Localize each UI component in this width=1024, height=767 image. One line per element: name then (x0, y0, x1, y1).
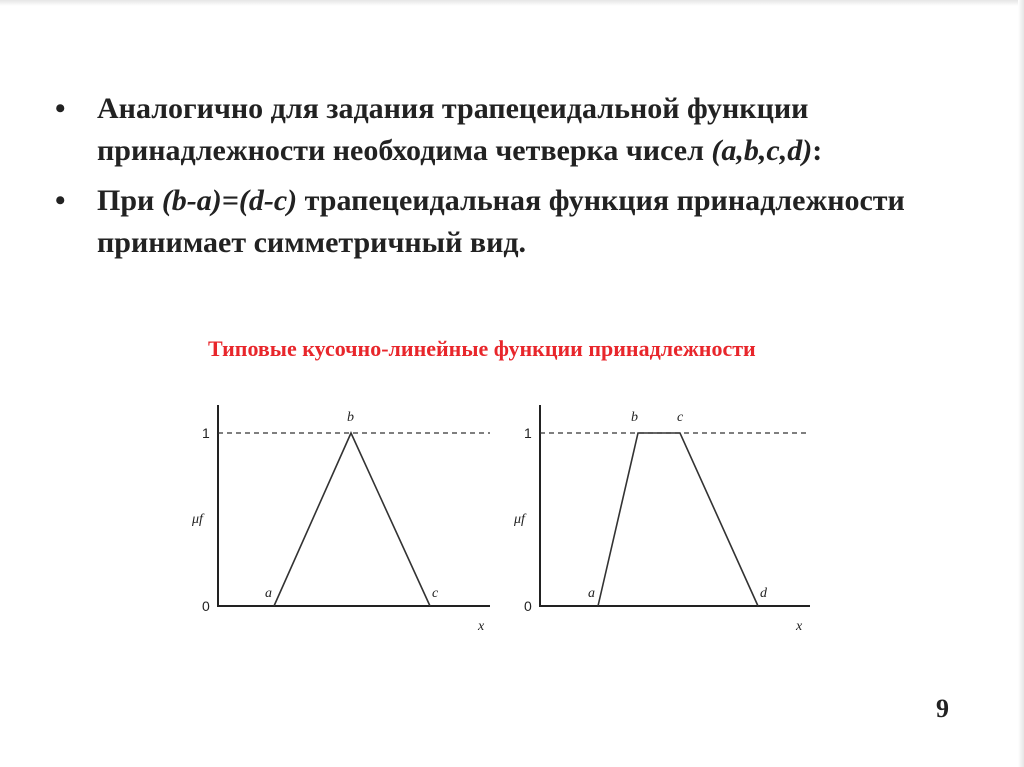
bullet-2-text-before: При (97, 184, 162, 217)
point-label-1-c: c (432, 586, 439, 601)
y-tick-2-one: 1 (524, 425, 532, 441)
chart-triangle (191, 405, 490, 634)
bullet-1-text-after: : (812, 134, 823, 167)
chart-trapezoid (513, 405, 810, 634)
bullet-list (55, 88, 955, 272)
y-tick-1-one: 1 (202, 425, 210, 441)
figure-caption: Типовые кусочно-линейные функции принадлежности (208, 336, 756, 361)
y-tick-2-zero: 0 (524, 598, 532, 614)
x-axis-label-1: x (478, 619, 485, 634)
slide-shadow-top (0, 0, 1024, 6)
y-tick-1-zero: 0 (202, 598, 210, 614)
bullet-2-text-after: трапецеидальная функция принадлежности принимает симметричный вид. (97, 184, 905, 259)
bullet-dot-icon: • (55, 184, 66, 217)
membership-functions-svg (190, 390, 830, 640)
point-label-2-d: d (760, 586, 767, 601)
membership-functions-diagram (190, 390, 830, 645)
bullet-1-italic: (a,b,c,d) (711, 134, 813, 167)
point-label-2-a: a (588, 586, 595, 601)
bullet-item-1 (55, 88, 955, 172)
y-axis-label-2: μf (514, 512, 525, 527)
bullet-dot-icon: • (55, 92, 66, 125)
x-axis-label-2: x (796, 619, 803, 634)
point-label-2-b: b (631, 410, 638, 425)
bullet-1-text-before: Аналогично для задания трапецеидальной функции принадлежности необходима четверка чисел (97, 92, 809, 167)
slide-shadow-right (1018, 0, 1024, 767)
point-label-2-c: c (677, 410, 684, 425)
bullet-item-2 (55, 180, 955, 264)
bullet-2-italic: (b-a)=(d-c) (161, 184, 298, 217)
point-label-1-a: a (265, 586, 272, 601)
y-axis-label-1: μf (192, 512, 203, 527)
trapezoid-membership-curve (598, 433, 758, 606)
point-label-1-b: b (347, 410, 354, 425)
page-number: 9 (936, 694, 949, 723)
triangle-membership-curve (274, 433, 430, 606)
